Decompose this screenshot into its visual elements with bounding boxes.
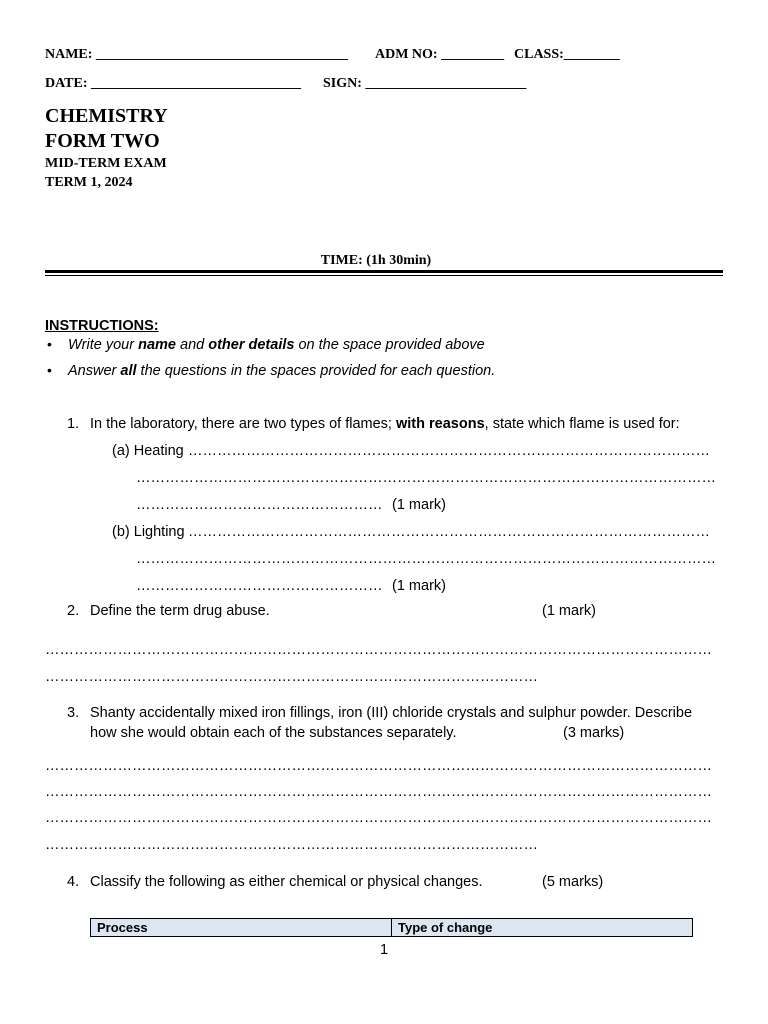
classification-table bbox=[90, 918, 693, 937]
q3-marks: (3 marks) bbox=[563, 725, 625, 741]
q1a-answer-line[interactable]: ………………………………………………………………………………………………………… bbox=[136, 470, 716, 486]
q1b-marks: (1 mark) bbox=[392, 578, 446, 594]
q1b-label: (b) Lighting bbox=[112, 524, 185, 540]
q1a-answer-line[interactable]: …………………………………………… bbox=[136, 497, 383, 513]
q2-marks: (1 mark) bbox=[542, 603, 596, 619]
q2-number: 2. bbox=[67, 603, 80, 619]
q3-answer-line[interactable]: ………………………………………………………………………………………………………………………… bbox=[45, 758, 712, 774]
q3-number: 3. bbox=[67, 705, 80, 721]
q4-text: Classify the following as either chemical or physical changes. bbox=[90, 874, 483, 890]
table-header-row bbox=[91, 919, 693, 937]
q2-answer-line[interactable]: ………………………………………………………………………………………………………………………… bbox=[45, 642, 712, 658]
bullet-icon: • bbox=[47, 336, 52, 352]
q1b-answer-line[interactable]: ……………………………………………………………………………………………… bbox=[188, 524, 710, 540]
q1b-answer-line[interactable]: ………………………………………………………………………………………………………… bbox=[136, 551, 716, 567]
table-header-process: Process bbox=[91, 919, 392, 937]
q3-text-line1: Shanty accidentally mixed iron fillings, iron (III) chloride crystals and sulphur powder. Describe bbox=[90, 705, 693, 721]
q2-text: Define the term drug abuse. bbox=[90, 603, 270, 619]
bullet-icon: • bbox=[47, 362, 52, 378]
q4-marks: (5 marks) bbox=[542, 874, 604, 890]
exam-time: TIME: (1h 30min) bbox=[320, 253, 432, 268]
q3-text-line2: how she would obtain each of the substances separately. bbox=[90, 725, 457, 741]
term-title: TERM 1, 2024 bbox=[45, 175, 133, 190]
q4-number: 4. bbox=[67, 874, 80, 890]
q1-number: 1. bbox=[67, 416, 80, 432]
instruction-item: Answer all the questions in the spaces provided for each question. bbox=[68, 363, 496, 379]
class-field-label: CLASS:________ bbox=[514, 47, 620, 62]
subject-title: CHEMISTRY bbox=[45, 105, 168, 127]
sign-field-label: SIGN: _______________________ bbox=[323, 76, 527, 91]
q1a-answer-line[interactable]: ……………………………………………………………………………………………… bbox=[188, 443, 710, 459]
form-title: FORM TWO bbox=[45, 130, 160, 152]
q1-text: In the laboratory, there are two types of flames; with reasons, state which flame is used for: bbox=[90, 416, 680, 432]
q3-answer-line[interactable]: ………………………………………………………………………………………… bbox=[45, 837, 538, 853]
q1a-label: (a) Heating bbox=[112, 443, 184, 459]
adm-no-field-label: ADM NO: _________ bbox=[375, 47, 505, 62]
q2-answer-line[interactable]: ………………………………………………………………………………………… bbox=[45, 669, 538, 685]
date-field-label: DATE: ______________________________ bbox=[45, 76, 302, 91]
q1b-answer-line[interactable]: …………………………………………… bbox=[136, 578, 383, 594]
table-header-type: Type of change bbox=[392, 919, 693, 937]
page-number: 1 bbox=[379, 942, 389, 958]
exam-title: MID-TERM EXAM bbox=[45, 156, 167, 171]
q3-answer-line[interactable]: ………………………………………………………………………………………………………………………… bbox=[45, 810, 712, 826]
header-rule-thin bbox=[45, 275, 723, 276]
name-field-label: NAME: ____________________________________ bbox=[45, 47, 348, 62]
q1a-marks: (1 mark) bbox=[392, 497, 446, 513]
header-rule-thick bbox=[45, 270, 723, 273]
q3-answer-line[interactable]: ………………………………………………………………………………………………………………………… bbox=[45, 784, 712, 800]
instruction-item: Write your name and other details on the space provided above bbox=[68, 337, 485, 353]
instructions-heading: INSTRUCTIONS: bbox=[45, 318, 159, 334]
